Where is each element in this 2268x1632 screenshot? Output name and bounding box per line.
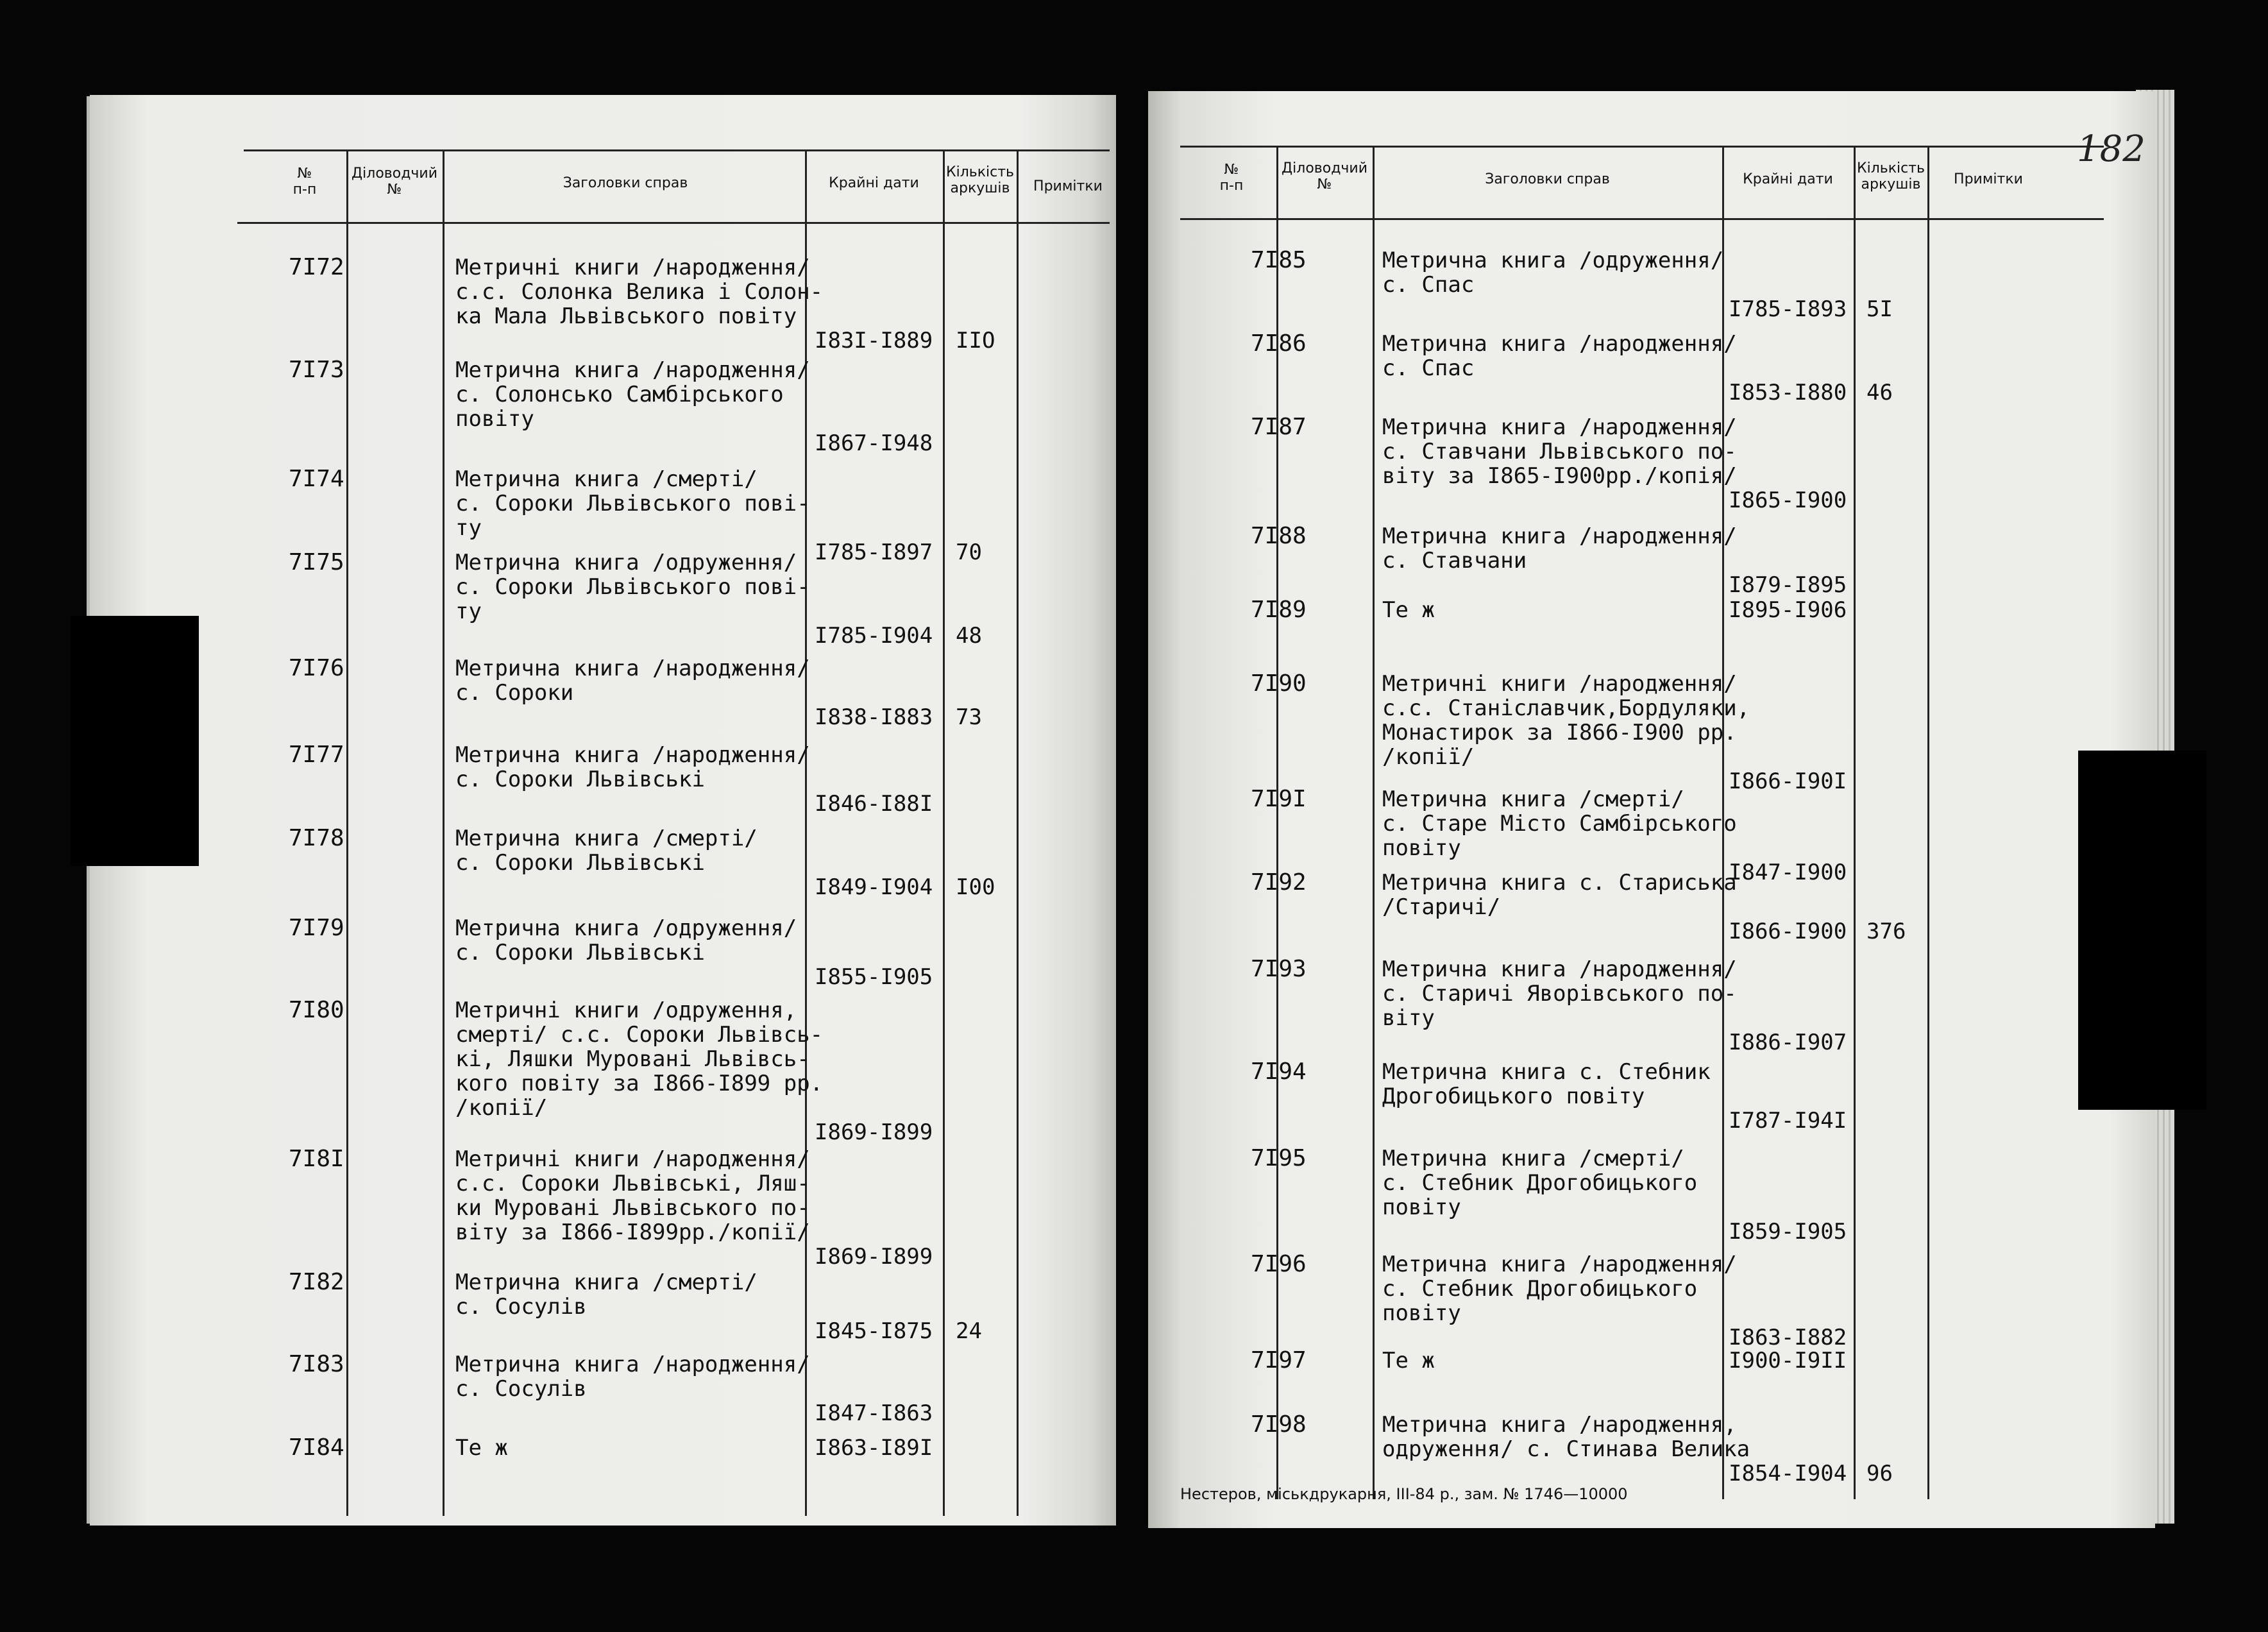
- printer-imprint: Нестеров, міськдрукарня, ІІІ-84 р., зам. № 1746—10000: [1180, 1485, 1628, 1503]
- record-number: 7I93: [1251, 956, 1307, 982]
- record-sheet-count: IIO: [956, 328, 995, 353]
- column-divider: [1927, 146, 1929, 1499]
- header-sheets: Кількість аркушів: [1856, 160, 1925, 192]
- record-sheet-count: 24: [956, 1318, 982, 1344]
- record-dates: I785-I893: [1729, 296, 1847, 322]
- column-divider: [805, 149, 807, 1516]
- record-number: 7I73: [289, 357, 344, 383]
- record-dates: I853-I880: [1729, 380, 1847, 405]
- record-number: 7I84: [289, 1434, 344, 1461]
- record-dates: I865-I900: [1729, 488, 1847, 513]
- record-title: Метрична книга /народження/ с. Сосулів: [455, 1352, 810, 1402]
- record-title: Метрична книга /народження/ с. Спас: [1382, 331, 1737, 381]
- sheet-number: 182: [2077, 128, 2145, 170]
- record-title: Метрична книга /смерті/ с. Стебник Дрогобицького повіту: [1382, 1146, 1698, 1220]
- record-number: 7I85: [1251, 247, 1307, 273]
- record-dates: I867-I948: [815, 430, 933, 456]
- record-dates: I785-I897: [815, 540, 933, 565]
- record-dates: I869-I899: [815, 1119, 933, 1145]
- record-number: 7I92: [1251, 869, 1307, 896]
- record-number: 7I75: [289, 549, 344, 575]
- record-title: Метрична книга /народження/ с. Стебник Дрогобицького повіту: [1382, 1252, 1737, 1326]
- column-divider: [346, 149, 348, 1516]
- column-divider: [443, 149, 444, 1516]
- record-number: 7I74: [289, 466, 344, 492]
- record-dates: I886-I907: [1729, 1030, 1847, 1055]
- record-number: 7I88: [1251, 523, 1307, 549]
- record-title: Метрична книга /смерті/ с. Сосулів: [455, 1270, 757, 1320]
- column-divider: [1373, 146, 1375, 1499]
- record-number: 7I80: [289, 997, 344, 1023]
- record-dates: I869-I899: [815, 1244, 933, 1270]
- right-page: [1148, 91, 2155, 1528]
- header-bottom-rule: [237, 222, 1110, 224]
- record-dates: I855-I905: [815, 964, 933, 990]
- record-dates: I879-I895: [1729, 572, 1847, 598]
- record-number: 7I82: [289, 1269, 344, 1295]
- header-clerk: Діловодчий №: [351, 166, 438, 198]
- record-title: Метрична книга /народження/ с. Старичі Яворівського по- віту: [1382, 956, 1737, 1031]
- record-dates: I785-I904: [815, 623, 933, 649]
- record-title: Метрична книга /смерті/ с. Сороки Львівського пові- ту: [455, 466, 810, 541]
- record-number: 7I8I: [289, 1146, 344, 1172]
- record-number: 7I98: [1251, 1411, 1307, 1438]
- left-black-tab: [71, 616, 199, 866]
- record-sheet-count: 46: [1866, 380, 1893, 405]
- header-num: № п-п: [292, 166, 317, 198]
- record-title: Те ж: [1382, 597, 1435, 623]
- record-dates: I847-I900: [1729, 860, 1847, 885]
- left-page: [90, 95, 1116, 1526]
- record-number: 7I96: [1251, 1251, 1307, 1277]
- record-sheet-count: 73: [956, 704, 982, 730]
- record-title: Метрична книга /народження/ с. Ставчани: [1382, 523, 1737, 574]
- header-dates: Крайні дати: [829, 175, 919, 191]
- record-sheet-count: 5I: [1866, 296, 1893, 322]
- header-num: № п-п: [1219, 162, 1244, 194]
- record-number: 7I76: [289, 655, 344, 681]
- record-dates: I863-I882: [1729, 1325, 1847, 1350]
- record-dates: I787-I94I: [1729, 1108, 1847, 1134]
- record-number: 7I94: [1251, 1058, 1307, 1085]
- record-number: 7I83: [289, 1351, 344, 1377]
- record-dates: I838-I883: [815, 704, 933, 730]
- column-divider: [1017, 149, 1019, 1516]
- record-title: Метрична книга /смерті/ с. Старе Місто Самбірського повіту: [1382, 786, 1737, 861]
- record-title: Метрична книга /одруження/ с. Сороки Львівського пові- ту: [455, 550, 810, 624]
- record-dates: I847-I863: [815, 1400, 933, 1426]
- record-dates: I854-I904: [1729, 1461, 1847, 1486]
- record-title: Метрична книга /смерті/ с. Сороки Львівські: [455, 826, 757, 876]
- record-title: Метрична книга /народження/ с. Ставчани Львівського по- віту за I865-I900рр./копія/: [1382, 414, 1737, 489]
- record-title: Те ж: [455, 1435, 508, 1461]
- record-dates: I859-I905: [1729, 1219, 1847, 1245]
- record-number: 7I87: [1251, 414, 1307, 440]
- header-notes: Примітки: [1033, 178, 1103, 194]
- record-number: 7I79: [289, 915, 344, 941]
- header-bottom-rule: [1180, 218, 2104, 220]
- column-divider: [943, 149, 945, 1516]
- record-sheet-count: I00: [956, 874, 995, 900]
- header-dates: Крайні дати: [1743, 171, 1833, 187]
- header-sheets: Кількість аркушів: [945, 164, 1015, 196]
- record-number: 7I86: [1251, 330, 1307, 357]
- record-dates: I845-I875: [815, 1318, 933, 1344]
- header-clerk: Діловодчий №: [1281, 160, 1368, 192]
- record-title: Метрична книга с. Стариська /Старичі/: [1382, 870, 1737, 920]
- record-title: Метрична книга /одруження/ с. Сороки Львівські: [455, 915, 797, 965]
- record-title: Метрична книга /народження, одруження/ с. Стинава Велика: [1382, 1412, 1750, 1462]
- record-title: Метричні книги /народження/ с.с. Станіславчик,Бордуляки, Монастирок за I866-I900 рр. /копії/: [1382, 671, 1750, 770]
- record-number: 7I77: [289, 742, 344, 768]
- record-dates: I846-I88I: [815, 791, 933, 817]
- header-top-rule: [1180, 146, 2104, 148]
- record-number: 7I95: [1251, 1145, 1307, 1171]
- record-title: Метричні книги /одруження, смерті/ с.с. Сороки Львівсь- кі, Ляшки Муровані Львівсь- кого повіту за I866-I899 рр. /копії/: [455, 998, 824, 1121]
- record-dates: I895-I906: [1729, 597, 1847, 623]
- record-number: 7I9I: [1251, 786, 1307, 812]
- right-black-tab: [2078, 751, 2206, 1110]
- record-number: 7I89: [1251, 597, 1307, 623]
- record-title: Метрична книга /народження/ с. Сороки Львівські: [455, 742, 810, 792]
- record-number: 7I78: [289, 825, 344, 851]
- record-title: Метричні книги /народження/ с.с. Сороки Львівські, Ляш- ки Муровані Львівського по- віту за I866-I899рр./копії/: [455, 1146, 810, 1245]
- record-title: Метрична книга с. Стебник Дрогобицького повіту: [1382, 1059, 1711, 1109]
- record-sheet-count: 48: [956, 623, 982, 649]
- record-sheet-count: 96: [1866, 1461, 1893, 1486]
- header-top-rule: [244, 149, 1110, 151]
- record-dates: I900-I9II: [1729, 1348, 1847, 1373]
- record-title: Метрична книга /народження/ с. Сороки: [455, 656, 810, 706]
- record-number: 7I72: [289, 254, 344, 280]
- record-dates: I863-I89I: [815, 1435, 933, 1461]
- header-title: Заголовки справ: [1485, 171, 1610, 187]
- record-dates: I83I-I889: [815, 328, 933, 353]
- record-sheet-count: 70: [956, 540, 982, 565]
- record-title: Метрична книга /народження/ с. Солонсько Самбірського повіту: [455, 357, 810, 432]
- record-number: 7I90: [1251, 670, 1307, 697]
- record-title: Метричні книги /народження/ с.с. Солонка Велика і Солон- ка Мала Львівського повіту: [455, 255, 824, 329]
- record-dates: I866-I900: [1729, 919, 1847, 944]
- record-title: Те ж: [1382, 1348, 1435, 1373]
- column-divider: [1854, 146, 1856, 1499]
- record-title: Метрична книга /одруження/ с. Спас: [1382, 248, 1724, 298]
- header-notes: Примітки: [1954, 171, 2023, 187]
- header-title: Заголовки справ: [563, 175, 688, 191]
- record-sheet-count: 376: [1866, 919, 1906, 944]
- record-dates: I849-I904: [815, 874, 933, 900]
- record-dates: I866-I90I: [1729, 769, 1847, 794]
- record-number: 7I97: [1251, 1347, 1307, 1373]
